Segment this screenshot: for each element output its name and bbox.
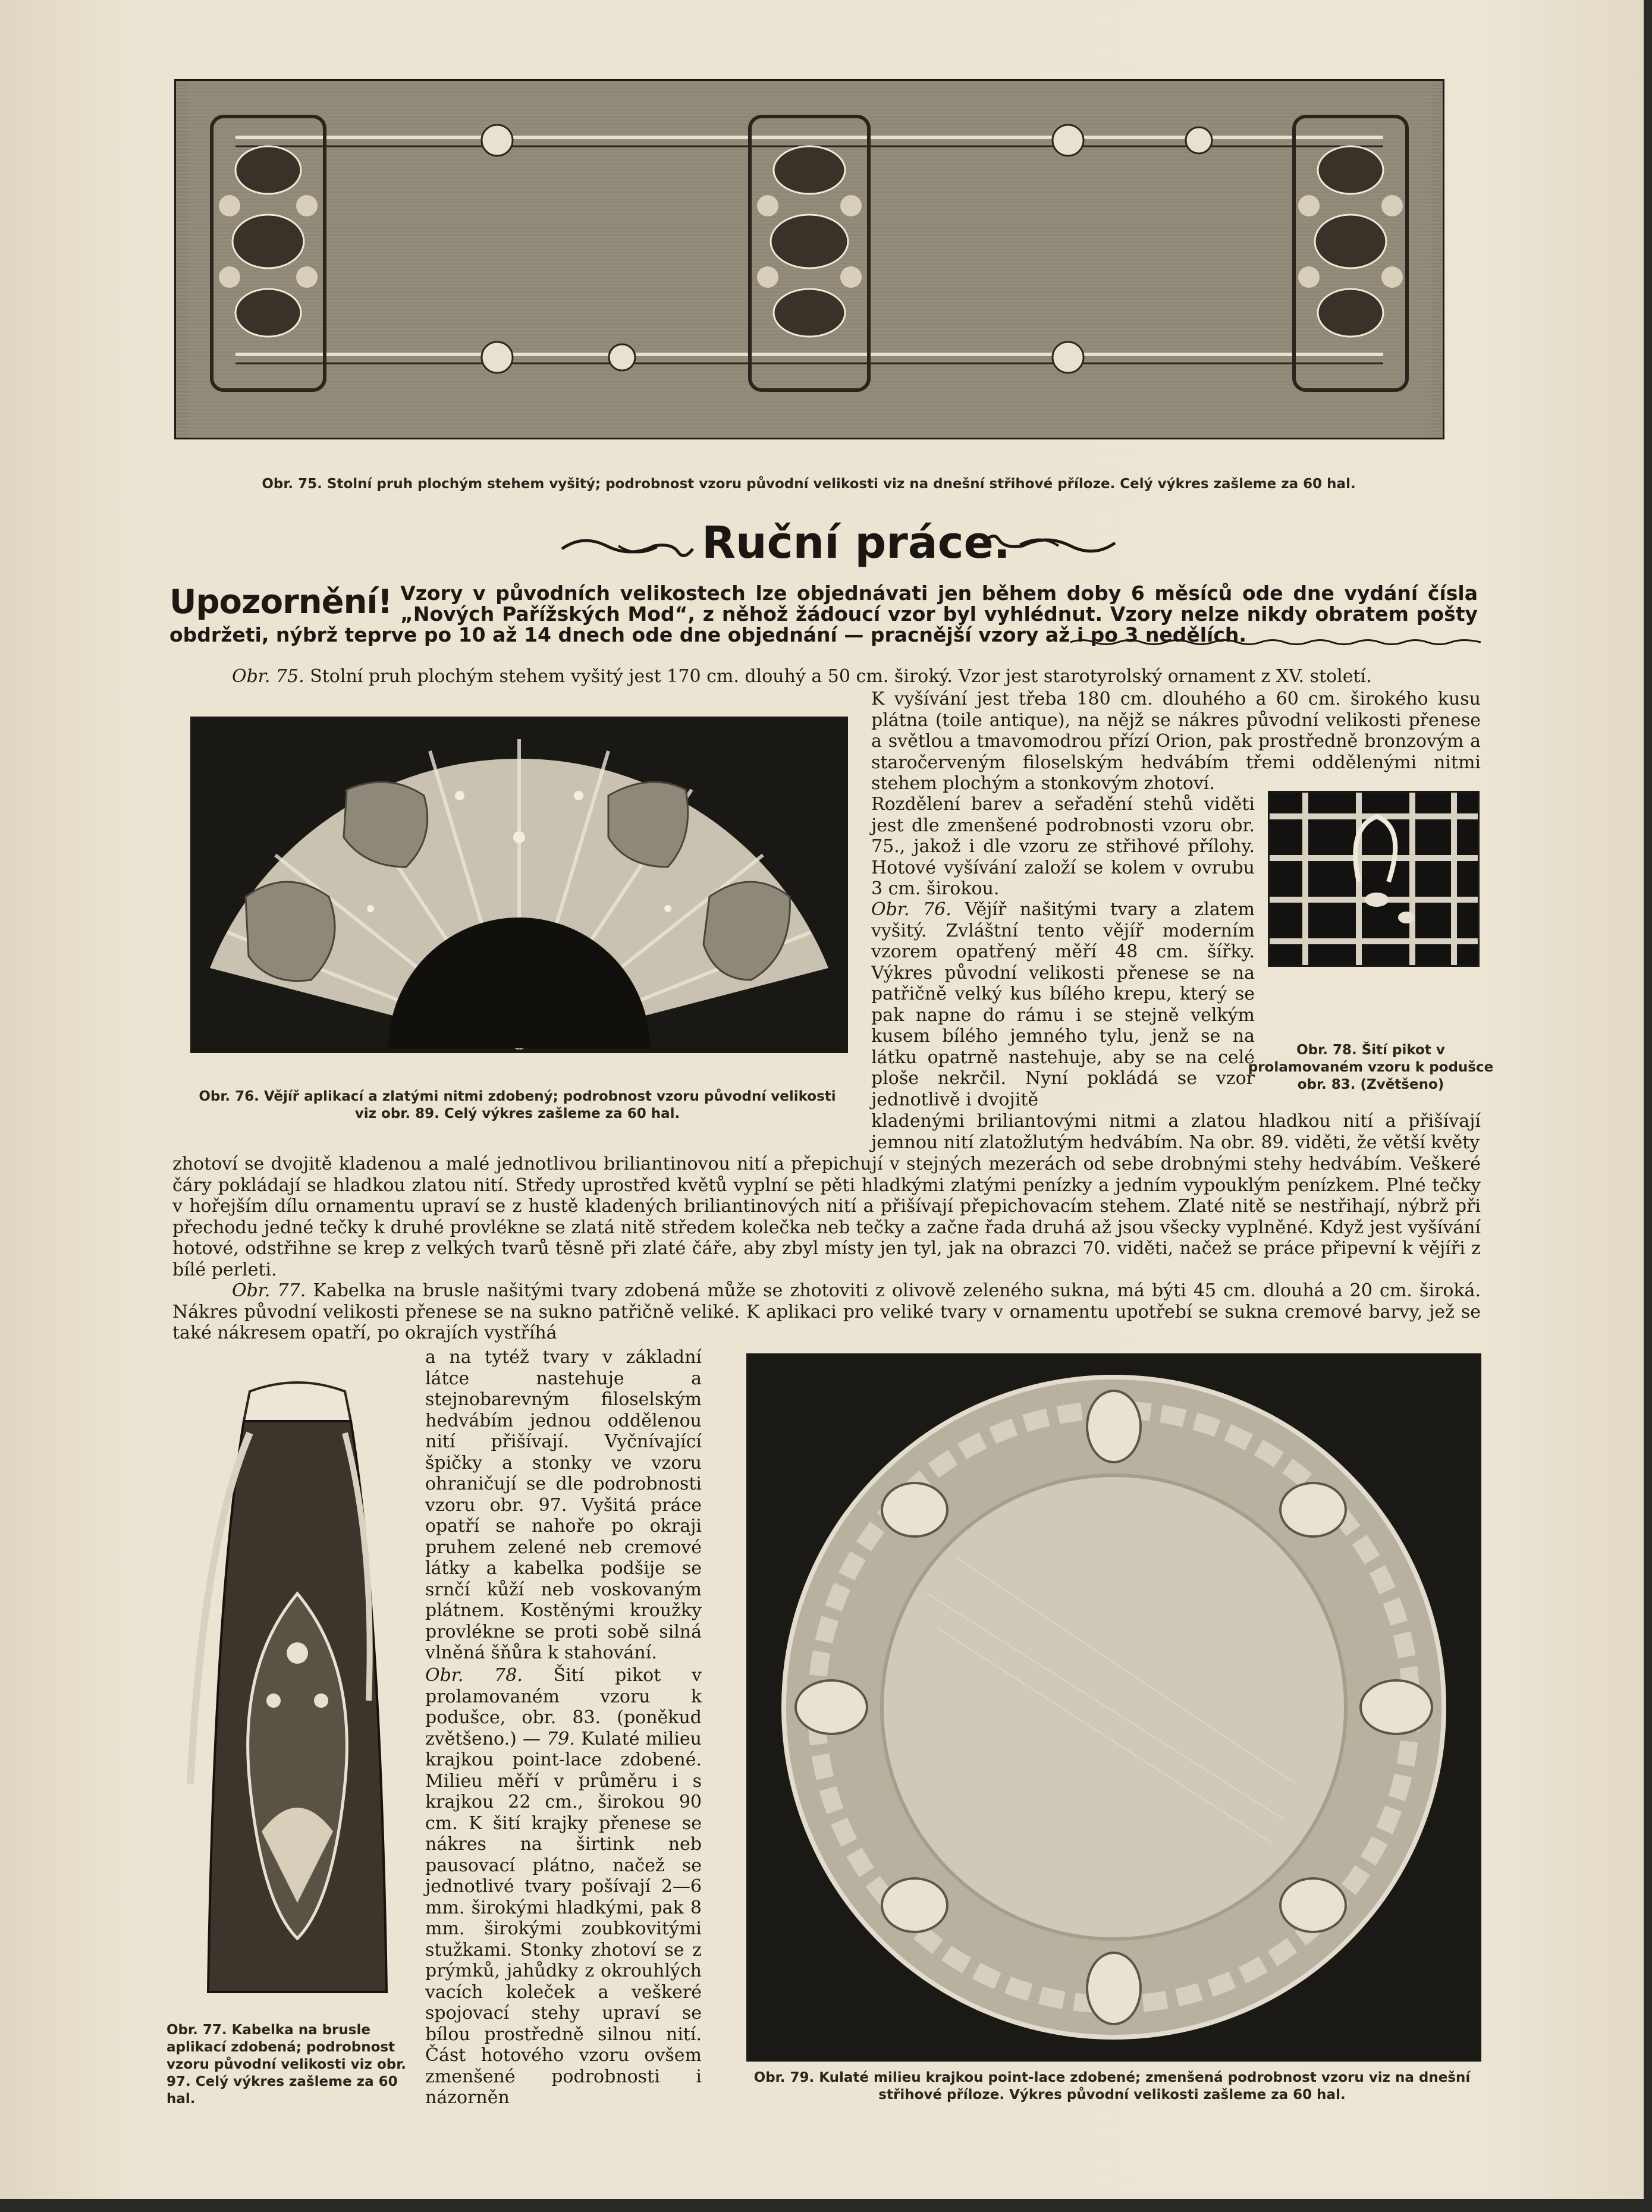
table-runner-illustration [176, 81, 1443, 438]
article-75-column: K vyšívání jest třeba 180 cm. dlouhého a 60 cm. širokého kusu plátna (toile antique), na nějž se nákres původní velikosti přenese a světlou a tmavomodrou přízí Orion, pak prostředně bronzovým a staročerveným filoselským hedvábím třemi oddělenými nitmi stehem plochým a stonkovým zhotoví. [871, 689, 1481, 794]
article-77-full: Obr. 77. Kabelka na brusle našitými tvary zdobená může se zhotoviti z olivově zeleného sukna, má býti 45 cm. dlouhá a 20 cm. široká. Nákres původní velikosti přenese se na sukno patřičně veliké. K aplikaci pro veliké tvary v ornamentu upotřebí se sukna cremové barvy, jež se také nákresem opatří, po okrajích vystříhá [172, 1280, 1481, 1343]
figure-75-table-runner [174, 79, 1444, 439]
scan-edge-right [1644, 0, 1652, 2212]
scan-edge-bottom [0, 2199, 1652, 2212]
figure-78-picot [1268, 791, 1480, 967]
article-76-full: zhotoví se dvojitě kladenou a malé jednotlivou briliantinovou nití a přepichují v stejných mezerách od sebe drobnými stehy hedvábím. Veškeré čáry pokládají se hladkou zlatou nití. Středy uprostřed květů vyplní se pěti hladkými zlatými penízky a jedním vypouklým penízkem. Plné tečky v hořejším dílu ornamentu upraví se z hustě kladených briliantinových nití a přišívají přepichovacím stehem. Zlaté nitě se nestřihají, nýbrž při přechodu jedné tečky k druhé provlékne se zlatá nitě středem kolečka neb tečky a začne řada druhá až jsou všecky vyplněné. Když jest vyšívání hotové, odstřihne se krep z velkých tvarů těsně při zlaté čáře, aby zbyl místy jen tyl, jak na obrazci 70. viděti, načež se práce připevní k vějíři z bílé perleti. [172, 1154, 1481, 1280]
figure-76-caption: Obr. 76. Vějíř aplikací a zlatými nitmi zdobený; podrobnost vzoru původní velikosti viz obr. 89. Celý výkres zašleme za 60 hal. [199, 1089, 836, 1121]
article-77-column: a na tytéž tvary v základní látce nastehuje a stejnobarevným filoselským hedvábím jednou oddělenou nití přišívají. Vyčnívající špičky a stonky ve vzoru ohraničují se dle podrobnosti vzoru obr. 97. Vyšitá práce opatří se nahoře po okraji pruhem zelené neb cremové látky a kabelka podšije se srnčí kůží neb voskovaným plátnem. Kostěnými kroužky provlékne se proti sobě silná vlněná šňůra k stahování. [425, 1347, 702, 1663]
article-78-79: Obr. 78. Šití pikot v prolamovaném vzoru k podušce, obr. 83. (poněkud zvětšeno.) — 79. Kulaté milieu krajkou point-lace zdobené. Milieu měří v průměru i s krajkou 22 cm., širokou 90 cm. K šití krajky přenese se nákres na širtink neb pausovací plátno, načež se jednotlivé tvary pošívají 2—6 mm. širokými hladkými, pak 8 mm. širokými zoubkovitými stužkami. Stonky zhotoví se z prýmků, jahůdky z okrouhlých vacích koleček a veškeré spojovací stehy upraví se bílou prostředně silnou nití. Část hotového vzoru ovšem zmenšené podrobnosti i názorněn [425, 1665, 702, 2108]
article-76-narrow: Obr. 76. Vějíř našitými tvary a zlatem vyšitý. Zvláštní tento vějíř moderním vzorem opatřený měří 48 cm. šířky. Výkres původní velikosti přenese se na patřičně velký kus bílého krepu, který se pak napne do rámu i se stejně velkým kusem bílého jemného tylu, jenž se na látku opatrně nastehuje, aby se na celé ploše nekrčil. Nyní pokládá se vzor jednotlivě i dvojitě [871, 899, 1255, 1110]
notice-label: Upozornění! [169, 583, 392, 621]
article-76-column: kladenými briliantovými nitmi a zlatou hladkou nití a přišívají jemnou nití zlatožlutým hedvábím. Na obr. 89. viděti, že větší květy [871, 1111, 1481, 1153]
article-75-intro: Obr. 75. Stolní pruh plochým stehem vyšitý jest 170 cm. dlouhý a 50 cm. široký. Vzor jest starotyrolský ornament z XV. století. [232, 666, 1372, 687]
figure-79-caption: Obr. 79. Kulaté milieu krajkou point-lace zdobené; zmenšená podrobnost vzoru viz na dnešní střihové příloze. Výkres původní velikosti zašleme za 60 hal. [753, 2070, 1471, 2103]
figure-76-fan [190, 717, 848, 1053]
article-75-narrow: Rozdělení barev a seřadění stehů viděti jest dle zmenšené podrobnosti vzoru obr. 75., jakož i dle vzoru ze střihové přílohy. Hotové vyšívání založí se kolem v ovrubu 3 cm. širokou. [871, 794, 1255, 899]
heading-ornament-left [559, 528, 702, 564]
figure-77-caption: Obr. 77. Kabelka na brusle aplikací zdobená; podrobnost vzoru původní velikosti viz obr. 97. Celý výkres zašleme za 60 hal. [167, 2022, 407, 2107]
bag-illustration [178, 1368, 416, 2022]
figure-79-lace-milieu [746, 1353, 1481, 2062]
figure-75-caption: Obr. 75. Stolní pruh plochým stehem vyšitý; podrobnost vzoru původní velikosti viz na dnešní střihové příloze. Celý výkres zašleme za 60 hal. [262, 476, 1356, 492]
section-title: Ruční práce. [702, 517, 1010, 568]
fan-illustration [192, 718, 846, 1051]
figure-77-bag [178, 1368, 416, 2022]
notice-text: Vzory v původních velikostech lze objednávati jen během doby 6 měsíců ode dne vydání čísla „Nových Pařížských Mod“, z něhož žádoucí vzor byl vyhlédnut. Vzory nelze nikdy obratem pošty obdržeti, nýbrž teprve po 10 až 14 dnech ode dne objednání — pracnější vzory až i po 3 nedělích. [169, 582, 1478, 646]
notice-rule [1070, 638, 1481, 646]
lace-milieu-illustration [748, 1355, 1480, 2060]
heading-ornament-right [975, 528, 1118, 564]
figure-78-caption: Obr. 78. Šití pikot v prolamovaném vzoru k podušce obr. 83. (Zvětšeno) [1248, 1042, 1494, 1092]
picot-illustration [1270, 793, 1478, 965]
